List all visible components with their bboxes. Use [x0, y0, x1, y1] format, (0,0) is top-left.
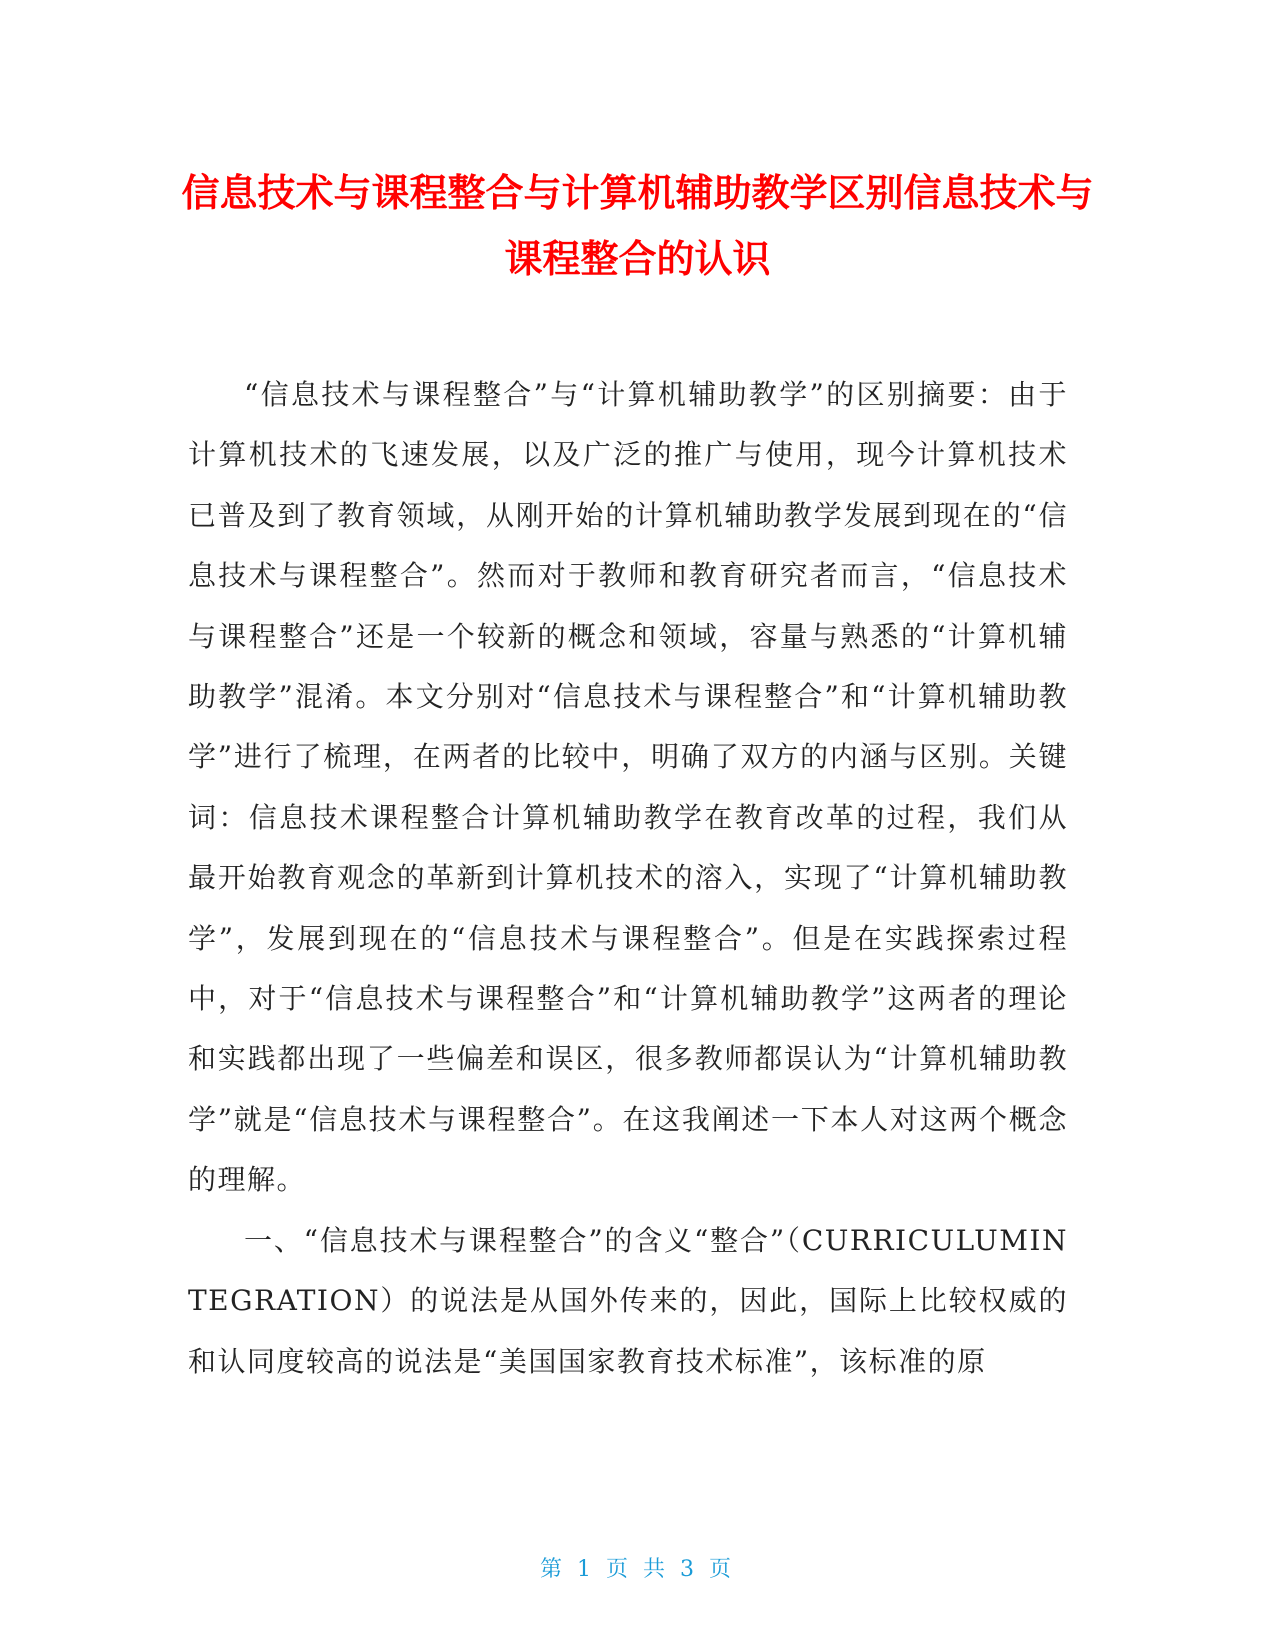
page-number-footer: 第 1 页 共 3 页 — [540, 1557, 735, 1582]
document-title: 信息技术与课程整合与计算机辅助教学区别信息技术与课程整合的认识 — [181, 171, 1094, 281]
document-body — [188, 365, 1068, 1392]
paragraph-abstract: “信息技术与课程整合”与“计算机辅助教学”的区别摘要：由于计算机技术的飞速发展，以及广泛的推广与使用，现今计算机技术已普及到了教育领域，从刚开始的计算机辅助教学发展到现在的“信息技术与课程整合”。然而对于教师和教育研究者而言，“信息技术与课程整合”还是一个较新的概念和领域，容量与熟悉的“计算机辅助教学”混淆。本文分别对“信息技术与课程整合”和“计算机辅助教学”进行了梳理，在两者的比较中，明确了双方的内涵与区别。关键词：信息技术课程整合计算机辅助教学在教育改革的过程，我们从最开始教育观念的革新到计算机技术的溶入，实现了“计算机辅助教学”，发展到现在的“信息技术与课程整合”。但是在实践探索过程中，对于“信息技术与课程整合”和“计算机辅助教学”这两者的理论和实践都出现了一些偏差和误区，很多教师都误认为“计算机辅助教学”就是“信息技术与课程整合”。在这我阐述一下本人对这两个概念的理解。 — [188, 378, 1068, 1197]
paragraph-section-one: 一、“信息技术与课程整合”的含义“整合”（CURRICULUMINTEGRATION）的说法是从国外传来的，因此，国际上比较权威的和认同度较高的说法是“美国国家教育技术标准”，该标准的原 — [188, 1223, 1068, 1378]
